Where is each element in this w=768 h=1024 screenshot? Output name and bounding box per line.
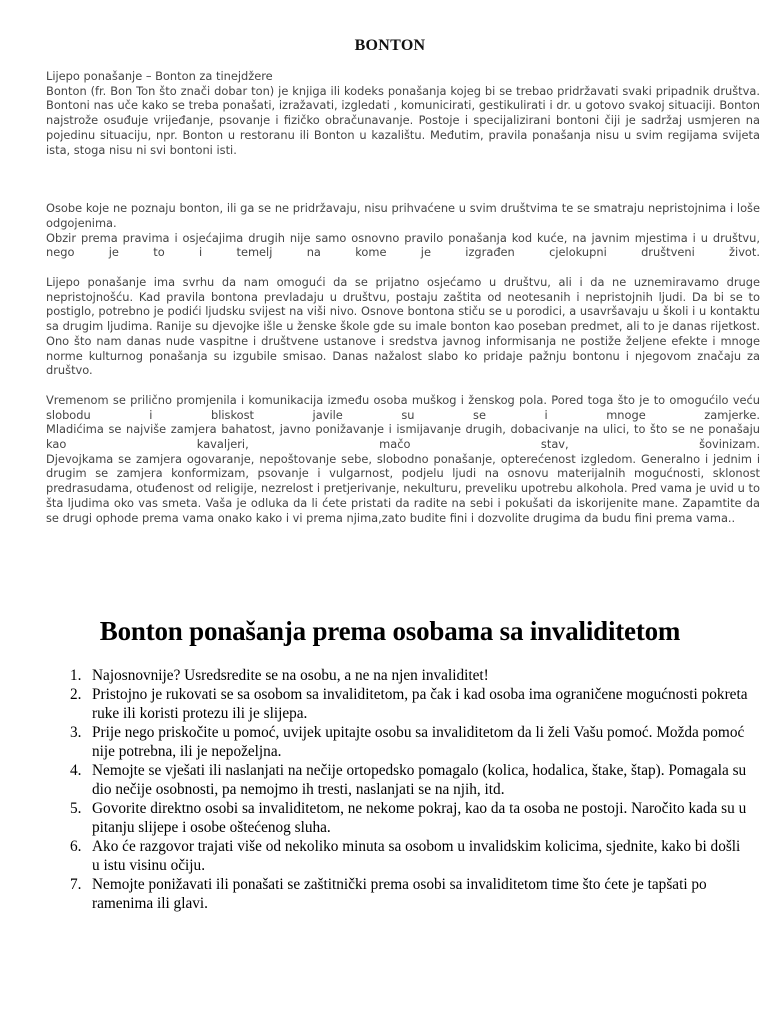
paragraph-definition: Bonton (fr. Bon Ton što znači dobar ton) je knjiga ili kodeks ponašanja kojeg bi se trebao pridržavati svaki pripadnik društva. Bontoni nas uče kako se treba ponašati, izražavati, izgledati , komunicirati, gestikulirati i dr. u gotovo svakoj situaciji. Bonton najstrože osuđuje vrijeđanje, psovanje i fizičko obračunavanje. Postoje i specijalizirani bontoni čiji je sadržaj usmjeren na pojedinu situaciju, npr. Bonton u restoranu ili Bonton u kazalištu. Međutim, pravila ponašanja nisu u svim regijama svijeta ista, stoga nisu ni svi bontoni isti. (46, 83, 760, 157)
etiquette-list (48, 666, 748, 913)
list-text: Najosnovnije? Usredsredite se na osobu, a ne na njen invaliditet! (92, 667, 489, 684)
paragraph-young-men: Mladićima se najviše zamjera bahatost, javno ponižavanje i ismijavanje drugih, dobacivanje na ulici, to što se ne ponašaju kao kavaljeri, mačo stav, šovinizam. (46, 422, 760, 452)
paragraph-purpose: Lijepo ponašanje ima svrhu da nam omogući da se prijatno osjećamo u društvu, ali i da ne uznemiravamo druge nepristojnošću. Kad pravila bontona prevladaju u društvu, postaju zaštita od neotesanih i nepristojnih ljudi. Da bi se to postiglo, potrebno je podići ljudsku svijest na viši nivo. Osnove bontona stiču se u porodici, a usavršavaju u školi i u kontaktu sa drugim ljudima. Ranije su djevojke išle u ženske škole gde su imale bonton kao poseban predmet, ali to je danas rijetkost. Ono što nam danas nude vaspitne i društvene ustanove i sredstva javnog informisanja ne postiže željene efekte i mnoge norme kulturnog ponašanja su izgubile smisao. Danas nažalost slabo ko pridaje pažnju bontonu i njegovom značaju za društvo. (46, 275, 760, 378)
list-number: 2. (70, 686, 82, 703)
list-text: Ako će razgovor trajati više od nekoliko minuta sa osobom u invalidskim kolicima, sjednite, kako bi došli u istu visinu očiju. (92, 838, 741, 874)
list-number: 1. (70, 667, 82, 684)
list-item (48, 723, 748, 761)
list-number: 6. (70, 838, 82, 855)
document-title: BONTON (354, 37, 426, 54)
list-number: 7. (70, 876, 82, 893)
paragraph-unmannered: Osobe koje ne poznaju bonton, ili ga se ne pridržavaju, nisu prihvaćene u svim društvima te se smatraju nepristojnima i loše odgojenima. (46, 201, 760, 230)
intro-section (46, 69, 760, 525)
list-text: Pristojno je rukovati se sa osobom sa invaliditetom, pa čak i kad osoba ima ograničene mogućnosti pokreta ruke ili koristi protezu ili je slijepa. (92, 686, 748, 722)
paragraph-young-women: Djevojkama se zamjera ogovaranje, nepoštovanje sebe, slobodno ponašanje, opterećenost izgledom. Generalno i jednim i drugim se zamjera konformizam, psovanje i vulgarnost, podjelu ljudi na osnovu materijalnih mogućnosti, sklonost predrasudama, otuđenost od religije, nezrelost i pretjerivanje, nekulturu, preveliku upotrebu alkohola. Pred vama je uvid u to šta ljudima oko vas smeta. Vaša je odluka da li ćete pristati da radite na sebi i pokušati da iskorijenite mane. Zapamtite da se drugi ophode prema vama onako kako i vi prema njima,zato budite fini i dozvolite drugima da budu fini prema vama.. (46, 451, 760, 525)
list-item (48, 837, 748, 875)
list-item (48, 666, 748, 685)
list-item (48, 761, 748, 799)
paragraph-consideration: Obzir prema pravima i osjećajima drugih nije samo osnovno pravilo ponašanja kod kuće, na javnim mjestima i u društvu, nego je to i temelj na kome je izgrađen cjelokupni društveni život. (46, 230, 760, 260)
list-item (48, 685, 748, 723)
section-heading: Bonton ponašanja prema osobama sa invaliditetom (99, 616, 681, 646)
list-item (48, 875, 748, 913)
list-number: 5. (70, 800, 82, 817)
list-number: 4. (70, 762, 82, 779)
paragraph-communication: Vremenom se prilično promjenila i komunikacija između osoba muškog i ženskog pola. Pored toga što je to omogućilo veću slobodu i bliskost javile su se i mnoge zamjerke. (46, 392, 760, 422)
subtitle: Lijepo ponašanje – Bonton za tinejdžere (46, 69, 273, 83)
list-number: 3. (70, 724, 82, 741)
list-text: Prije nego priskočite u pomoć, uvijek upitajte osobu sa invaliditetom da li želi Vašu pomoć. Možda pomoć nije potrebna, ili je nepoželjna. (92, 724, 745, 760)
list-text: Nemojte ponižavati ili ponašati se zaštitnički prema osobi sa invaliditetom time što ćete je tapšati po ramenima ili glavi. (92, 876, 707, 912)
list-item (48, 799, 748, 837)
list-text: Nemojte se vješati ili naslanjati na nečije ortopedsko pomagalo (kolica, hodalica, štake, štap). Pomagala su dio nečije osobnosti, pa nemojmo ih tresti, naslanjati se na njih, itd. (92, 762, 747, 798)
list-text: Govorite direktno osobi sa invaliditetom, ne nekome pokraj, kao da ta osoba ne postoji. Naročito kada su u pitanju slijepe i osobe oštećenog sluha. (92, 800, 747, 836)
